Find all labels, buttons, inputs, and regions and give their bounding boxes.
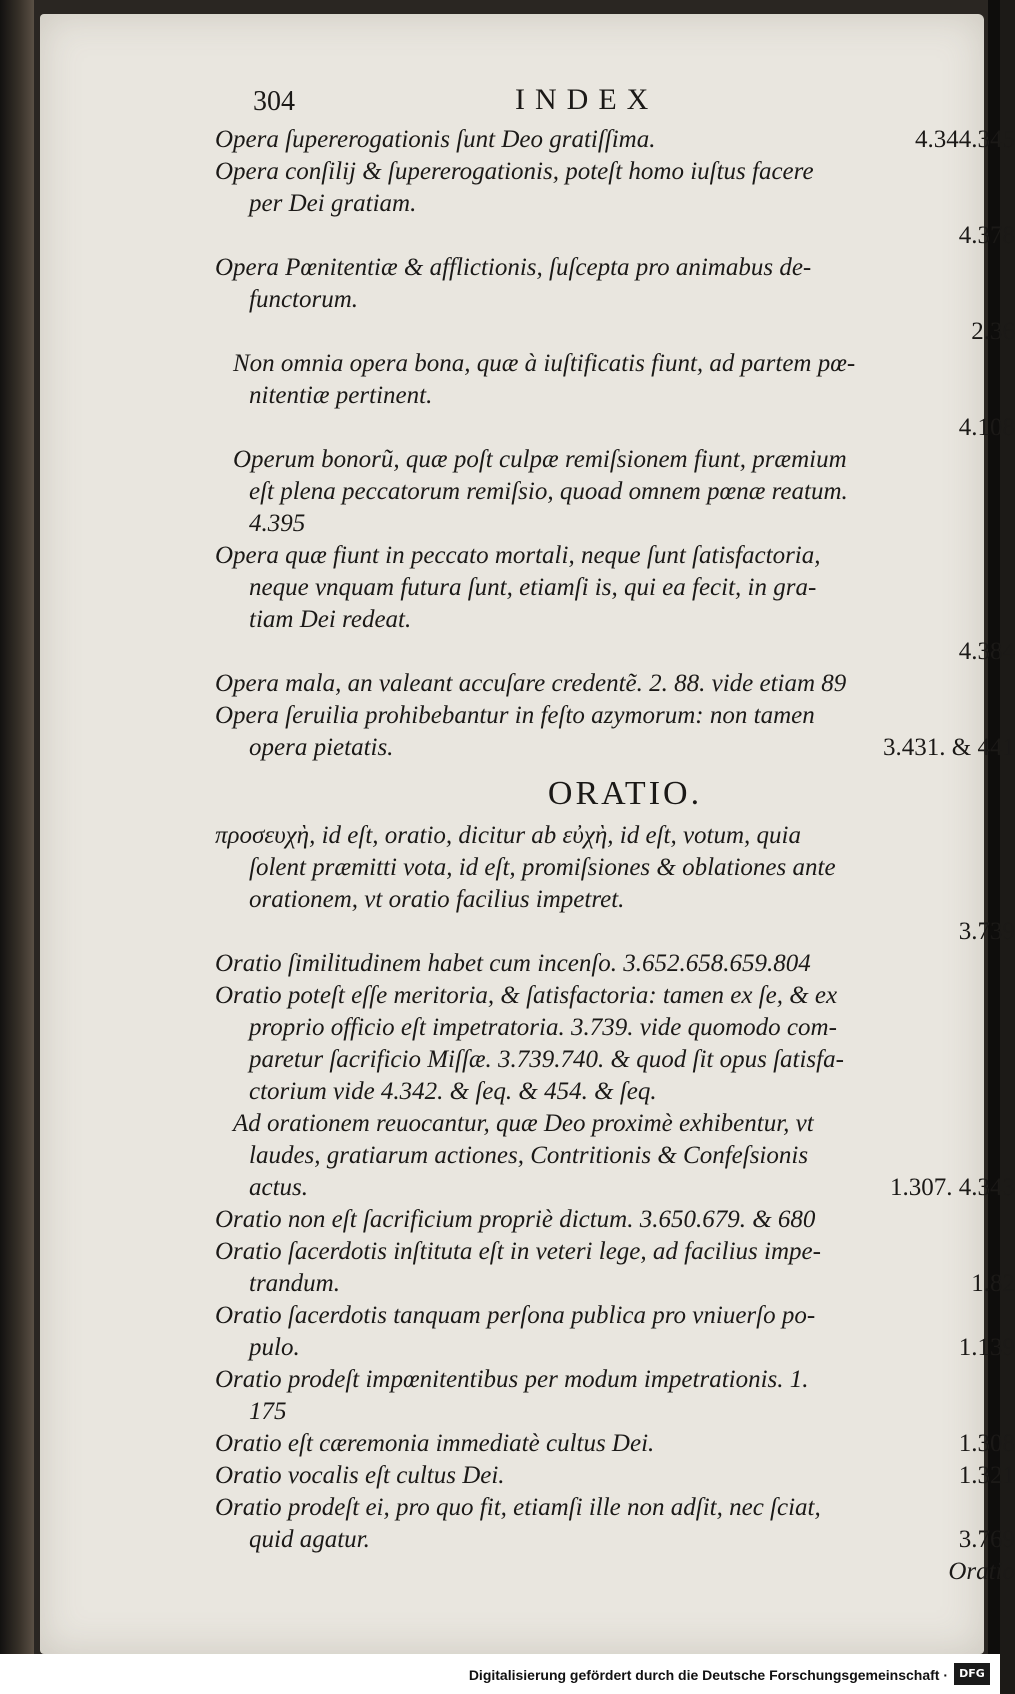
- book-page: [40, 14, 1015, 1654]
- entry-line: Oratio ſacerdotis inſtituta eſt in veteri lege, ad facilius impe-: [215, 1238, 821, 1265]
- section-heading: ORATIO.: [547, 775, 703, 812]
- oratio-entries: [215, 820, 1015, 1556]
- entry-line: προσευχὴ, id eſt, oratio, dicitur ab εὐχὴ, id eſt, votum, quia: [215, 822, 801, 849]
- entry-reference: 3.431. & 441: [883, 734, 1015, 761]
- catchword: Oratio: [948, 1558, 1015, 1585]
- entry-line: per Dei gratiam.: [249, 190, 417, 217]
- entry-reference: 4.384: [958, 638, 1015, 665]
- entry-line: Oratio prodeſt impœnitentibus per modum impetrationis. 1.: [215, 1366, 809, 1393]
- index-entry: [215, 668, 1015, 700]
- entry-line: opera pietatis. 3.431. & 441: [215, 732, 1015, 764]
- digitization-footer: [0, 1654, 1000, 1694]
- index-entry: [215, 700, 1015, 764]
- page-header: [215, 84, 1015, 124]
- running-title: INDEX: [515, 83, 659, 116]
- entry-reference: 1.321: [958, 1462, 1015, 1489]
- entry-reference: 3.739: [958, 918, 1015, 945]
- entry-line: proprio officio eſt impetratoria. 3.739. vide quomodo com-: [249, 1014, 837, 1041]
- entry-reference: 1.308: [958, 1430, 1015, 1457]
- entry-line: 175: [249, 1398, 287, 1425]
- index-entry: [215, 156, 1015, 252]
- entry-line: 4.395: [249, 510, 306, 537]
- entry-line: Ad orationem reuocantur, quæ Deo proximè exhibentur, vt: [233, 1110, 814, 1137]
- entry-line: ſolent præmitti vota, id eſt, promiſsiones & oblationes ante: [249, 854, 836, 881]
- entry-line: laudes, gratiarum actiones, Contritionis & Confeſsionis: [249, 1142, 809, 1169]
- index-entry: [215, 1300, 1015, 1364]
- footer-credit: Digitalisierung gefördert durch die Deutsche Forschungsgemeinschaft ·: [468, 1667, 948, 1683]
- page-text-block: [215, 84, 1015, 1588]
- index-entry: [215, 252, 1015, 348]
- entry-line: ctorium vide 4.342. & ſeq. & 454. & ſeq.: [249, 1078, 657, 1105]
- index-entry: [215, 820, 1015, 948]
- index-entry: [215, 980, 1015, 1108]
- entry-line: nitentiæ pertinent.: [249, 382, 433, 409]
- entry-line: Opera ſeruilia prohibebantur in feſto azymorum: non tamen: [215, 702, 815, 729]
- index-entry: [215, 124, 1015, 156]
- entry-reference: 4.378: [958, 222, 1015, 249]
- entry-reference: 3.769: [958, 1526, 1015, 1553]
- entry-line: Oratio eſt cæremonia immediatè cultus Dei. 1.308: [215, 1428, 1015, 1460]
- index-entry: [215, 1460, 1015, 1492]
- entry-line: Oratio ſacerdotis tanquam perſona publica pro vniuerſo po-: [215, 1302, 816, 1329]
- index-entry: [215, 444, 1015, 540]
- entry-line: orationem, vt oratio facilius impetret.: [249, 886, 625, 913]
- entry-line: Oratio vocalis eſt cultus Dei. 1.321: [215, 1460, 1015, 1492]
- entry-line: Opera ſupererogationis ſunt Deo gratiſſima. 4.344.345: [215, 124, 1015, 156]
- opera-entries: [215, 124, 1015, 764]
- index-entry: [215, 1108, 1015, 1204]
- index-entry: [215, 1428, 1015, 1460]
- entry-line: Opera conſilij & ſupererogationis, poteſt homo iuſtus facere: [215, 158, 814, 185]
- entry-line: Non omnia opera bona, quæ à iuſtificatis fiunt, ad partem pœ-: [233, 350, 856, 377]
- entry-line: Oratio prodeſt ei, pro quo fit, etiamſi ille non adſit, nec ſciat,: [215, 1494, 821, 1521]
- entry-line: Opera Pœnitentiæ & afflictionis, ſuſcepta pro animabus de-: [215, 254, 812, 281]
- entry-line: Oratio ſimilitudinem habet cum incenſo. 3.652.658.659.804: [215, 950, 811, 977]
- entry-reference: 1.307. 4.343: [890, 1174, 1015, 1201]
- index-entry: [215, 1204, 1015, 1236]
- entry-line: Oratio poteſt eſſe meritoria, & ſatisfactoria: tamen ex ſe, & ex: [215, 982, 838, 1009]
- index-entry: [215, 1364, 1015, 1428]
- book-spine: [0, 0, 34, 1694]
- entry-line: quid agatur. 3.769: [215, 1524, 1015, 1556]
- index-entry: [215, 540, 1015, 668]
- dfg-logo: DFG: [954, 1663, 990, 1685]
- entry-line: Operum bonorũ, quæ poſt culpæ remiſsionem fiunt, præmium: [233, 446, 847, 473]
- entry-reference: 2.36: [971, 318, 1015, 345]
- entry-line: paretur ſacrificio Miſſæ. 3.739.740. & quod ſit opus ſatisfa-: [249, 1046, 844, 1073]
- entry-line: eſt plena peccatorum remiſsio, quoad omnem pœnæ reatum.: [249, 478, 848, 505]
- entry-line: Opera quæ fiunt in peccato mortali, neque ſunt ſatisfactoria,: [215, 542, 821, 569]
- entry-line: Oratio non eſt ſacrificium propriè dictum. 3.650.679. & 680: [215, 1206, 816, 1233]
- entry-reference: 1.139: [958, 1334, 1015, 1361]
- index-entry: [215, 1492, 1015, 1556]
- entry-line: Opera mala, an valeant accuſare credentẽ. 2. 88. vide etiam 89: [215, 670, 847, 697]
- entry-reference: 1.82: [971, 1270, 1015, 1297]
- index-entry: [215, 348, 1015, 444]
- entry-line: pulo. 1.139: [215, 1332, 1015, 1364]
- page-number: 304: [253, 86, 295, 117]
- entry-line: trandum. 1.82: [215, 1268, 1015, 1300]
- entry-reference: 4.344.345: [915, 126, 1015, 153]
- entry-reference: 4.108: [958, 414, 1015, 441]
- index-entry: [215, 1236, 1015, 1300]
- entry-line: actus. 1.307. 4.343: [215, 1172, 1015, 1204]
- index-entry: [215, 948, 1015, 980]
- entry-line: neque vnquam futura ſunt, etiamſi is, qui ea fecit, in gra-: [249, 574, 817, 601]
- entry-line: functorum.: [249, 286, 359, 313]
- entry-line: tiam Dei redeat.: [249, 606, 412, 633]
